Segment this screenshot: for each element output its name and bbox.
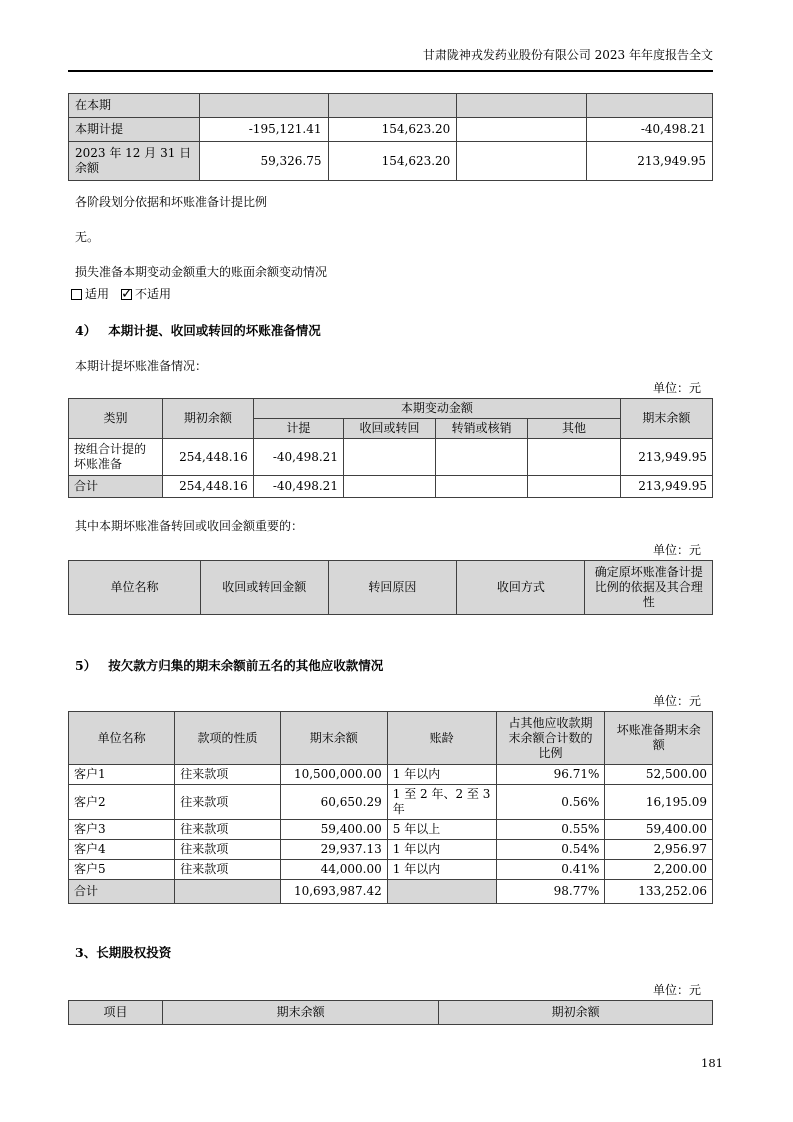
table-cell: -40,498.21	[253, 439, 343, 476]
table-cell	[175, 880, 281, 904]
table-cell: 59,400.00	[280, 820, 387, 840]
row-label: 客户4	[69, 840, 175, 860]
unit-label: 单位：元	[652, 543, 701, 557]
column-header: 期末余额	[620, 399, 712, 439]
provision-change-table	[68, 398, 713, 498]
page-header-title: 甘肃陇神戎发药业股份有限公司 2023 年年度报告全文	[68, 0, 713, 72]
table-cell: 往来款项	[175, 765, 281, 785]
row-label: 在本期	[69, 94, 200, 118]
checkbox-unchecked-icon	[71, 289, 82, 300]
section-4-heading	[68, 322, 713, 339]
option-apply	[71, 286, 109, 302]
recovery-table	[68, 560, 713, 615]
table-cell: 0.41%	[496, 860, 605, 880]
row-label: 合计	[69, 880, 175, 904]
table-row	[69, 94, 713, 118]
table-row	[69, 439, 713, 476]
table-cell: 59,326.75	[199, 142, 328, 181]
table-cell	[528, 439, 621, 476]
table-row	[69, 765, 713, 785]
table-header-row	[69, 561, 713, 615]
table-cell	[199, 94, 328, 118]
table-cell	[328, 94, 457, 118]
column-header: 期初余额	[163, 399, 254, 439]
table-cell: 213,949.95	[587, 142, 713, 181]
unit-label: 单位：元	[652, 983, 701, 997]
table-cell: 29,937.13	[280, 840, 387, 860]
table-cell: 0.56%	[496, 785, 605, 820]
row-label: 合计	[69, 476, 163, 498]
unit-label: 单位：元	[652, 381, 701, 395]
checkbox-checked-icon	[121, 289, 132, 300]
table-cell: 2,200.00	[605, 860, 713, 880]
table-cell: 213,949.95	[620, 439, 712, 476]
column-header: 账龄	[387, 712, 496, 765]
table-cell: 60,650.29	[280, 785, 387, 820]
table-row	[69, 785, 713, 820]
table-cell: 44,000.00	[280, 860, 387, 880]
paragraph-important-recovery: 其中本期坏账准备转回或收回金额重要的：	[75, 519, 304, 533]
column-header: 项目	[69, 1001, 163, 1025]
table-cell: 254,448.16	[163, 476, 254, 498]
table-cell: 1 至 2 年、2 至 3 年	[387, 785, 496, 820]
table-cell: 往来款项	[175, 840, 281, 860]
table-row	[69, 118, 713, 142]
table-cell: 0.55%	[496, 820, 605, 840]
table-total-row	[69, 476, 713, 498]
row-label: 2023 年 12 月 31 日余额	[69, 142, 200, 181]
column-header: 收回或转回	[343, 419, 435, 439]
table-cell: 1 年以内	[387, 840, 496, 860]
column-header: 款项的性质	[175, 712, 281, 765]
table-cell: -40,498.21	[253, 476, 343, 498]
table-cell: 2,956.97	[605, 840, 713, 860]
table-cell	[387, 880, 496, 904]
table-cell: 254,448.16	[163, 439, 254, 476]
section-5-heading	[68, 657, 713, 674]
column-group-header: 本期变动金额	[253, 399, 620, 419]
section-3-heading: 3、长期股权投资	[75, 945, 172, 960]
table-cell: 1 年以内	[387, 765, 496, 785]
table-cell	[457, 118, 587, 142]
column-header: 转回原因	[328, 561, 457, 615]
table-cell	[457, 94, 587, 118]
option-not-apply-label: 不适用	[135, 287, 172, 301]
table-cell: 10,500,000.00	[280, 765, 387, 785]
option-not-apply	[121, 286, 171, 302]
column-header: 计提	[253, 419, 343, 439]
top5-receivables-table	[68, 711, 713, 904]
paragraph-provision-intro: 本期计提坏账准备情况：	[75, 359, 208, 373]
row-label: 客户3	[69, 820, 175, 840]
column-header: 期初余额	[439, 1001, 713, 1025]
section-5-number: 5）	[75, 658, 97, 673]
table-cell: 10,693,987.42	[280, 880, 387, 904]
table-cell	[587, 94, 713, 118]
table-header-row	[69, 399, 713, 419]
table-cell: -40,498.21	[587, 118, 713, 142]
table-header-row	[69, 712, 713, 765]
table-cell: 0.54%	[496, 840, 605, 860]
table-cell	[528, 476, 621, 498]
paragraph-none: 无。	[75, 230, 100, 244]
column-header: 收回方式	[457, 561, 585, 615]
column-header: 期末余额	[163, 1001, 439, 1025]
table-cell: -195,121.41	[199, 118, 328, 142]
row-label: 客户2	[69, 785, 175, 820]
unit-label: 单位：元	[652, 694, 701, 708]
table-total-row	[69, 880, 713, 904]
table-row	[69, 820, 713, 840]
table-cell: 5 年以上	[387, 820, 496, 840]
table-cell: 往来款项	[175, 820, 281, 840]
row-label: 客户5	[69, 860, 175, 880]
table-cell: 52,500.00	[605, 765, 713, 785]
table-row	[69, 860, 713, 880]
section-4-title: 本期计提、收回或转回的坏账准备情况	[108, 323, 321, 338]
table-cell	[436, 439, 528, 476]
applicability-row	[68, 286, 713, 302]
column-header: 类别	[69, 399, 163, 439]
table-cell: 1 年以内	[387, 860, 496, 880]
table-cell: 154,623.20	[328, 142, 457, 181]
column-header: 确定原坏账准备计提比例的依据及其合理性	[585, 561, 713, 615]
table-cell: 133,252.06	[605, 880, 713, 904]
table-header-row	[69, 1001, 713, 1025]
table-row	[69, 840, 713, 860]
option-apply-label: 适用	[85, 287, 110, 301]
section-5-title: 按欠款方归集的期末余额前五名的其他应收款情况	[108, 658, 384, 673]
column-header: 单位名称	[69, 561, 201, 615]
table-cell: 往来款项	[175, 785, 281, 820]
table-cell: 154,623.20	[328, 118, 457, 142]
page-number: 181	[701, 1056, 723, 1070]
table-cell: 213,949.95	[620, 476, 712, 498]
column-header: 收回或转回金额	[201, 561, 329, 615]
column-header: 坏账准备期末余额	[605, 712, 713, 765]
row-label: 客户1	[69, 765, 175, 785]
section-4-number: 4）	[75, 323, 97, 338]
table-cell	[457, 142, 587, 181]
provision-period-table	[68, 93, 713, 181]
paragraph-basis: 各阶段划分依据和坏账准备计提比例	[75, 195, 268, 209]
column-header: 占其他应收款期末余额合计数的比例	[496, 712, 605, 765]
paragraph-loss-change: 损失准备本期变动金额重大的账面余额变动情况	[75, 265, 328, 279]
table-cell: 98.77%	[496, 880, 605, 904]
row-label: 本期计提	[69, 118, 200, 142]
table-cell	[436, 476, 528, 498]
row-label: 按组合计提的坏账准备	[69, 439, 163, 476]
column-header: 单位名称	[69, 712, 175, 765]
long-term-equity-table	[68, 1000, 713, 1025]
table-cell: 往来款项	[175, 860, 281, 880]
table-cell: 59,400.00	[605, 820, 713, 840]
table-row	[69, 142, 713, 181]
table-cell	[343, 476, 435, 498]
table-cell: 16,195.09	[605, 785, 713, 820]
table-cell: 96.71%	[496, 765, 605, 785]
column-header: 期末余额	[280, 712, 387, 765]
table-cell	[343, 439, 435, 476]
column-header: 转销或核销	[436, 419, 528, 439]
column-header: 其他	[528, 419, 621, 439]
